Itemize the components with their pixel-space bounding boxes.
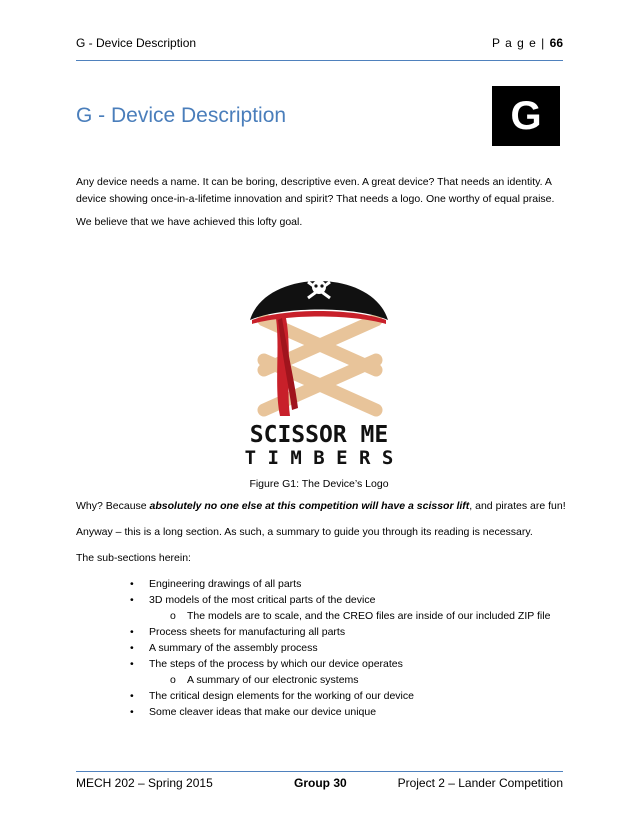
subsections-intro: The sub-sections herein: (76, 552, 191, 564)
list-subitem: o The models are to scale, and the CREO files are inside of our included ZIP file (170, 610, 551, 622)
list-item: • Some cleaver ideas that make our device unique (130, 706, 377, 718)
logo-line-2: T I M B E R S (244, 447, 394, 468)
page-number-label (492, 36, 563, 50)
list-item: • Process sheets for manufacturing all parts (130, 626, 346, 638)
page-prefix: P a g e | (492, 36, 550, 50)
list-item: • Engineering drawings of all parts (130, 578, 302, 590)
bullet-icon: • (130, 690, 134, 702)
page-number: 66 (549, 36, 563, 50)
footer-group: Group 30 (294, 776, 347, 790)
why-paragraph (76, 498, 566, 515)
logo-line-1: SCISSOR ME (249, 422, 389, 448)
why-suffix: , and pirates are fun! (469, 500, 566, 512)
bullet-icon: • (130, 658, 134, 670)
bullet-icon: • (130, 578, 134, 590)
footer-course: MECH 202 – Spring 2015 (76, 776, 213, 790)
bullet-icon: • (130, 706, 134, 718)
list-item: • A summary of the assembly process (130, 642, 318, 654)
footer-project: Project 2 – Lander Competition (397, 776, 563, 790)
list-item: • The critical design elements for the working of our device (130, 690, 414, 702)
intro-paragraph-2: We believe that we have achieved this lofty goal. (76, 216, 303, 228)
sub-bullet-icon: o (170, 674, 176, 686)
header-rule (76, 60, 563, 61)
section-title: G - Device Description (76, 104, 287, 127)
section-badge: G (492, 86, 560, 146)
list-item: • 3D models of the most critical parts of the device (130, 594, 376, 606)
figure-caption: Figure G1: The Device’s Logo (249, 478, 389, 490)
sub-bullet-icon: o (170, 610, 176, 622)
bullet-icon: • (130, 594, 134, 606)
header-title: G - Device Description (76, 36, 197, 50)
bullet-icon: • (130, 626, 134, 638)
intro-paragraph-1: Any device needs a name. It can be boring, descriptive even. A great device? That needs an identity. A device showing once-in-a-lifetime innovation and spirit? That needs a logo. One worthy of equal praise. (76, 176, 555, 205)
why-prefix: Why? Because (76, 500, 150, 512)
list-subitem: o A summary of our electronic systems (170, 674, 359, 686)
scissor-me-timbers-logo (236, 258, 402, 468)
why-emphasis: absolutely no one else at this competition will have a scissor lift (149, 500, 470, 512)
footer-rule (76, 771, 563, 772)
list-item: • The steps of the process by which our device operates (130, 658, 403, 670)
subsection-list (130, 576, 550, 720)
anyway-paragraph: Anyway – this is a long section. As such, a summary to guide you through its reading is necessary. (76, 526, 533, 538)
bullet-icon: • (130, 642, 134, 654)
